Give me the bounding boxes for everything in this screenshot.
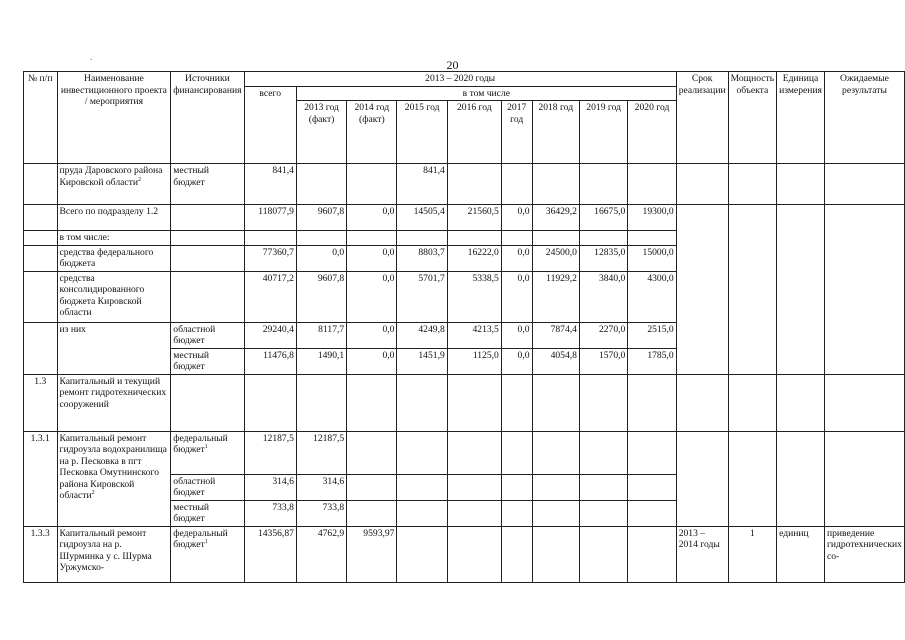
cell-2018: 36429,2 (532, 205, 579, 231)
cell-2013: 314,6 (296, 474, 346, 500)
cell-2020 (628, 431, 676, 474)
cell-2014 (347, 431, 397, 474)
cell-2014 (347, 474, 397, 500)
cell-2020 (628, 231, 676, 246)
cell-2018: 4054,8 (532, 348, 579, 374)
cell-2014: 0,0 (347, 271, 397, 322)
cell-total: 29240,4 (244, 322, 296, 348)
cell-2020: 15000,0 (628, 245, 676, 271)
cell-name: Капитальный и текущий ремонт гидротехнических сооружений (57, 374, 171, 431)
cell-2016 (447, 526, 501, 582)
cell-2013: 4762,9 (296, 526, 346, 582)
cell-2014: 9593,97 (347, 526, 397, 582)
cell-name: средства консолидированного бюджета Кировской области (57, 271, 171, 322)
cell-name: Капитальный ремонт гидроузла на р. Шурминка у с. Шурма Уржумско- (57, 526, 171, 582)
cell-2014: 0,0 (347, 205, 397, 231)
cell-source: областной бюджет (171, 322, 244, 348)
cell-2019: 16675,0 (579, 205, 627, 231)
header-num: № п/п (24, 72, 58, 164)
cell-unit (777, 374, 825, 431)
cell-num: 1.3.1 (24, 431, 58, 526)
header-2018: 2018 год (532, 101, 579, 164)
cell-2015 (397, 474, 447, 500)
cell-2017: 0,0 (501, 245, 532, 271)
cell-2013: 8117,7 (296, 322, 346, 348)
cell-2015: 5701,7 (397, 271, 447, 322)
header-incl: в том числе (296, 86, 676, 101)
table-row (24, 374, 905, 431)
cell-2017 (501, 431, 532, 474)
cell-2016 (447, 231, 501, 246)
cell-2017: 0,0 (501, 205, 532, 231)
cell-unit (777, 205, 825, 375)
cell-total: 12187,5 (244, 431, 296, 474)
investment-table (23, 71, 905, 583)
cell-result (824, 205, 904, 375)
cell-result (824, 431, 904, 526)
cell-2019 (579, 500, 627, 526)
cell-total: 841,4 (244, 164, 296, 205)
cell-2017 (501, 231, 532, 246)
cell-2014 (347, 500, 397, 526)
cell-2020 (628, 164, 676, 205)
cell-power: 1 (728, 526, 776, 582)
cell-2015: 4249,8 (397, 322, 447, 348)
cell-2015: 841,4 (397, 164, 447, 205)
header-source: Источники финансирования (171, 72, 244, 164)
cell-2019 (579, 526, 627, 582)
cell-num (24, 231, 58, 246)
cell-2013 (296, 231, 346, 246)
cell-2016: 5338,5 (447, 271, 501, 322)
cell-num (24, 271, 58, 322)
cell-2017 (501, 500, 532, 526)
cell-2017: 0,0 (501, 271, 532, 322)
cell-2017 (501, 164, 532, 205)
cell-2019 (579, 431, 627, 474)
header-2014: 2014 год (факт) (347, 101, 397, 164)
header-2015: 2015 год (397, 101, 447, 164)
table-row (24, 526, 905, 582)
cell-total (244, 231, 296, 246)
cell-num (24, 322, 58, 374)
cell-num (24, 205, 58, 231)
cell-name: из них (57, 322, 171, 374)
cell-unit (777, 164, 825, 205)
cell-2020 (628, 526, 676, 582)
cell-2013: 12187,5 (296, 431, 346, 474)
cell-2019: 2270,0 (579, 322, 627, 348)
cell-source: местный бюджет (171, 500, 244, 526)
header-total: всего (244, 86, 296, 164)
header-name: Наименование инвестиционного проекта / мероприятия (57, 72, 171, 164)
cell-2016: 21560,5 (447, 205, 501, 231)
cell-2017: 0,0 (501, 322, 532, 348)
header-unit: Единица измерения (777, 72, 825, 164)
cell-2016: 16222,0 (447, 245, 501, 271)
cell-2016 (447, 164, 501, 205)
cell-total: 314,6 (244, 474, 296, 500)
cell-2020: 19300,0 (628, 205, 676, 231)
cell-2020 (628, 474, 676, 500)
cell-2017 (501, 526, 532, 582)
cell-2015: 14505,4 (397, 205, 447, 231)
cell-num: 1.3.3 (24, 526, 58, 582)
cell-2014 (347, 164, 397, 205)
cell-unit (777, 431, 825, 526)
cell-2015: 8803,7 (397, 245, 447, 271)
cell-2018 (532, 374, 579, 431)
cell-source (171, 374, 244, 431)
cell-2017 (501, 474, 532, 500)
cell-2013 (296, 374, 346, 431)
table-row (24, 205, 905, 231)
cell-2013: 9607,8 (296, 271, 346, 322)
cell-2016: 4213,5 (447, 322, 501, 348)
cell-2016 (447, 500, 501, 526)
cell-2016 (447, 474, 501, 500)
cell-total: 40717,2 (244, 271, 296, 322)
cell-num (24, 164, 58, 205)
cell-term (676, 374, 728, 431)
cell-name: в том числе: (57, 231, 171, 246)
cell-2017 (501, 374, 532, 431)
cell-source (171, 271, 244, 322)
cell-source: местный бюджет (171, 164, 244, 205)
cell-2019 (579, 231, 627, 246)
cell-2016: 1125,0 (447, 348, 501, 374)
cell-2019: 3840,0 (579, 271, 627, 322)
cell-2014 (347, 231, 397, 246)
cell-total: 118077,9 (244, 205, 296, 231)
cell-2015: 1451,9 (397, 348, 447, 374)
cell-2014: 0,0 (347, 245, 397, 271)
cell-2018 (532, 500, 579, 526)
cell-2019: 12835,0 (579, 245, 627, 271)
cell-2018 (532, 474, 579, 500)
header-2016: 2016 год (447, 101, 501, 164)
cell-2020 (628, 374, 676, 431)
table-row (24, 164, 905, 205)
cell-2013: 9607,8 (296, 205, 346, 231)
cell-2019 (579, 474, 627, 500)
cell-2016 (447, 431, 501, 474)
cell-2017: 0,0 (501, 348, 532, 374)
cell-term: 2013 – 2014 годы (676, 526, 728, 582)
cell-2015 (397, 431, 447, 474)
cell-2015 (397, 374, 447, 431)
header-2019: 2019 год (579, 101, 627, 164)
cell-2019 (579, 374, 627, 431)
table-row (24, 431, 905, 474)
cell-total (244, 374, 296, 431)
header-2017: 2017 год (501, 101, 532, 164)
cell-2020 (628, 500, 676, 526)
cell-2018 (532, 164, 579, 205)
cell-unit: единиц (777, 526, 825, 582)
cell-total: 14356,87 (244, 526, 296, 582)
cell-2015 (397, 231, 447, 246)
scan-dot: . (90, 52, 93, 62)
cell-2018: 7874,4 (532, 322, 579, 348)
cell-term (676, 431, 728, 526)
cell-power (728, 164, 776, 205)
cell-2020: 4300,0 (628, 271, 676, 322)
cell-2014: 0,0 (347, 322, 397, 348)
cell-2020: 1785,0 (628, 348, 676, 374)
cell-2018 (532, 526, 579, 582)
header-term: Срок реализации (676, 72, 728, 164)
cell-2013: 0,0 (296, 245, 346, 271)
cell-2014 (347, 374, 397, 431)
cell-2018 (532, 431, 579, 474)
cell-source: местный бюджет (171, 348, 244, 374)
cell-2015 (397, 500, 447, 526)
cell-2013 (296, 164, 346, 205)
cell-name: пруда Даровского района Кировской области$^2$ (57, 164, 171, 205)
cell-2015 (397, 526, 447, 582)
cell-2019: 1570,0 (579, 348, 627, 374)
cell-source: областной бюджет (171, 474, 244, 500)
cell-power (728, 431, 776, 526)
cell-result (824, 164, 904, 205)
cell-term (676, 164, 728, 205)
cell-num: 1.3 (24, 374, 58, 431)
cell-2016 (447, 374, 501, 431)
cell-total: 11476,8 (244, 348, 296, 374)
cell-source (171, 245, 244, 271)
cell-2018 (532, 231, 579, 246)
cell-name: Капитальный ремонт гидроузла водохранилища на р. Песковка в пгт Песковка Омутнинского района Кировской области$^2$ (57, 431, 171, 526)
cell-2013: 733,8 (296, 500, 346, 526)
header-2020: 2020 год (628, 101, 676, 164)
header-period: 2013 – 2020 годы (244, 72, 676, 87)
cell-source: федеральный бюджет$^1$ (171, 431, 244, 474)
cell-source (171, 231, 244, 246)
cell-total: 77360,7 (244, 245, 296, 271)
cell-2018: 24500,0 (532, 245, 579, 271)
header-2013: 2013 год (факт) (296, 101, 346, 164)
cell-result (824, 374, 904, 431)
page-number: 20 (446, 58, 459, 72)
cell-power (728, 205, 776, 375)
cell-term (676, 205, 728, 375)
cell-result: приведение гидротехнических со- (824, 526, 904, 582)
cell-total: 733,8 (244, 500, 296, 526)
cell-2020: 2515,0 (628, 322, 676, 348)
cell-2019 (579, 164, 627, 205)
header-power: Мощность объекта (728, 72, 776, 164)
cell-source: федеральный бюджет$^1$ (171, 526, 244, 582)
cell-name: средства федерального бюджета (57, 245, 171, 271)
cell-2014: 0,0 (347, 348, 397, 374)
header-result: Ожидаемые результаты (824, 72, 904, 164)
cell-2013: 1490,1 (296, 348, 346, 374)
cell-source (171, 205, 244, 231)
cell-name: Всего по подразделу 1.2 (57, 205, 171, 231)
cell-power (728, 374, 776, 431)
cell-num (24, 245, 58, 271)
cell-2018: 11929,2 (532, 271, 579, 322)
